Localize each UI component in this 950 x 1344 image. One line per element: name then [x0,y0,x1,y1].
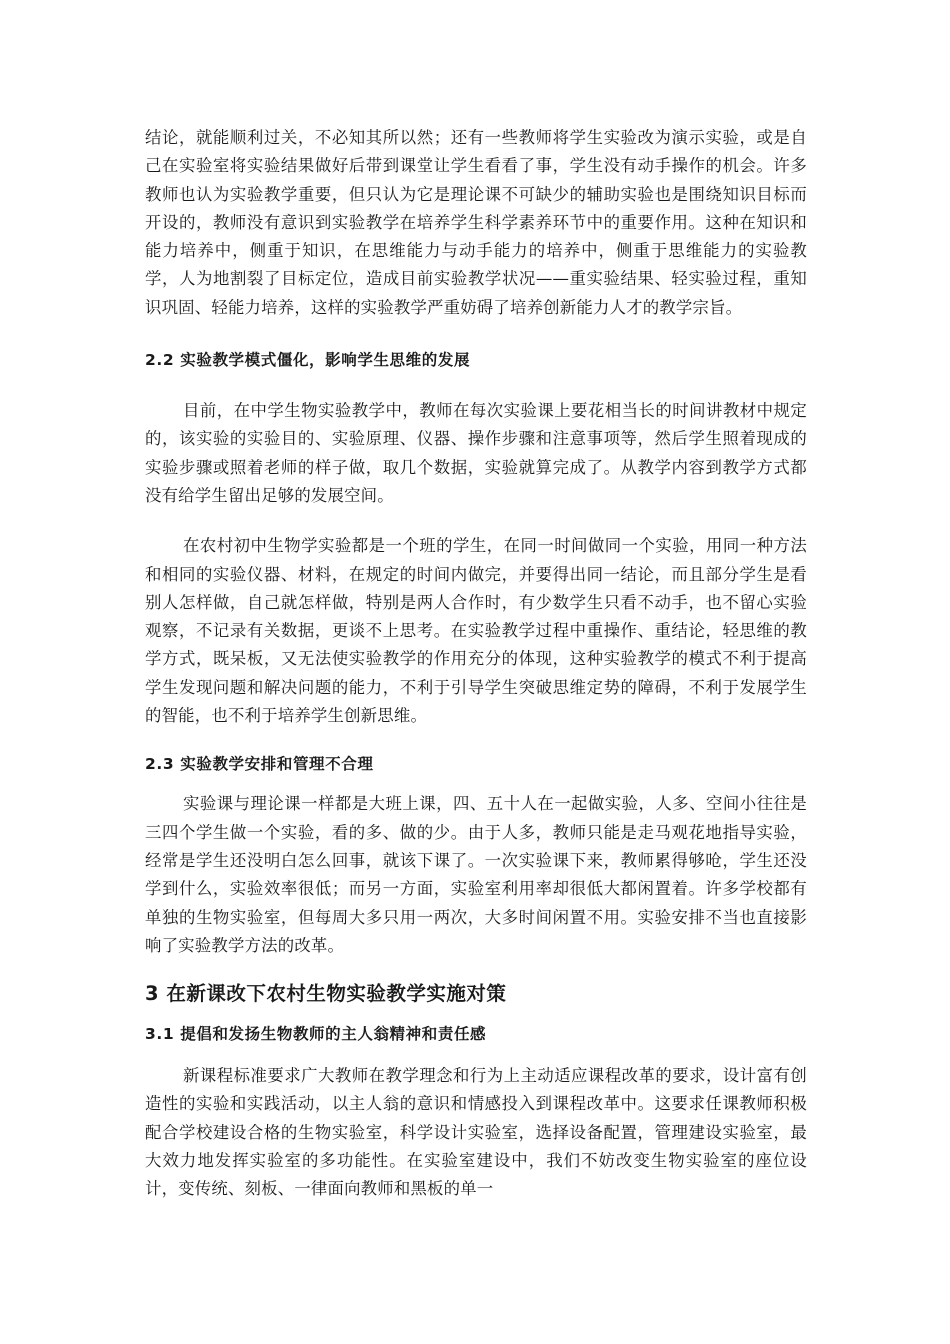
paragraph-2-3-1: 实验课与理论课一样都是大班上课，四、五十人在一起做实验，人多、空间小往往是三四个学生做一个实验，看的多、做的少。由于人多，教师只能是走马观花地指导实验，经常是学生还没明白怎么回事，就该下课了。一次实验课下来，教师累得够呛，学生还没学到什么，实验效率很低；而另一方面，实验室利用率却很低大都闲置着。许多学校都有单独的生物实验室，但每周大多只用一两次，大多时间闲置不用。实验安排不当也直接影响了实验教学方法的改革。 [145,794,807,955]
paragraph-2-2-2: 在农村初中生物学实验都是一个班的学生，在同一时间做同一个实验，用同一种方法和相同的实验仪器、材料，在规定的时间内做完，并要得出同一结论，而且部分学生是看别人怎样做，自己就怎样做，特别是两人合作时，有少数学生只看不动手，也不留心实验观察，不记录有关数据，更谈不上思考。在实验教学过程中重操作、重结论，轻思维的教学方式，既呆板，又无法使实验教学的作用充分的体现，这种实验教学的模式不利于提高学生发现问题和解决问题的能力，不利于引导学生突破思维定势的障碍，不利于发展学生的智能，也不利于培养学生创新思维。 [145,536,807,726]
heading-2-2: 2.2 实验教学模式僵化，影响学生思维的发展 [145,351,471,370]
heading-2-3: 2.3 实验教学安排和管理不合理 [145,755,374,774]
heading-3-1: 3.1 提倡和发扬生物教师的主人翁精神和责任感 [145,1025,487,1044]
intro-paragraph: 结论，就能顺利过关，不必知其所以然；还有一些教师将学生实验改为演示实验，或是自己在实验室将实验结果做好后带到课堂让学生看看了事，学生没有动手操作的机会。许多教师也认为实验教学重要，但只认为它是理论课不可缺少的辅助实验也是围绕知识目标而开设的，教师没有意识到实验教学在培养学生科学素养环节中的重要作用。这种在知识和能力培养中，侧重于知识，在思维能力与动手能力的培养中，侧重于思维能力的实验教学，人为地割裂了目标定位，造成目前实验教学状况——重实验结果、轻实验过程，重知识巩固、轻能力培养，这样的实验教学严重妨碍了培养创新能力人才的教学宗旨。 [145,128,807,317]
paragraph-2-2-1: 目前，在中学生物实验教学中，教师在每次实验课上要花相当长的时间讲教材中规定的，该实验的实验目的、实验原理、仪器、操作步骤和注意事项等，然后学生照着现成的实验步骤或照着老师的样子做，取几个数据，实验就算完成了。从教学内容到教学方式都没有给学生留出足够的发展空间。 [145,401,807,505]
heading-3: 3 在新课改下农村生物实验教学实施对策 [145,982,507,1006]
paragraph-3-1-1: 新课程标准要求广大教师在教学理念和行为上主动适应课程改革的要求，设计富有创造性的实验和实践活动，以主人翁的意识和情感投入到课程改革中。这要求任课教师积极配合学校建设合格的生物实验室，科学设计实验室，选择设备配置，管理建设实验室，最大效力地发挥实验室的多功能性。在实验室建设中，我们不妨改变生物实验室的座位设计，变传统、刻板、一律面向教师和黑板的单一 [145,1066,807,1199]
document-page [145,124,807,1204]
